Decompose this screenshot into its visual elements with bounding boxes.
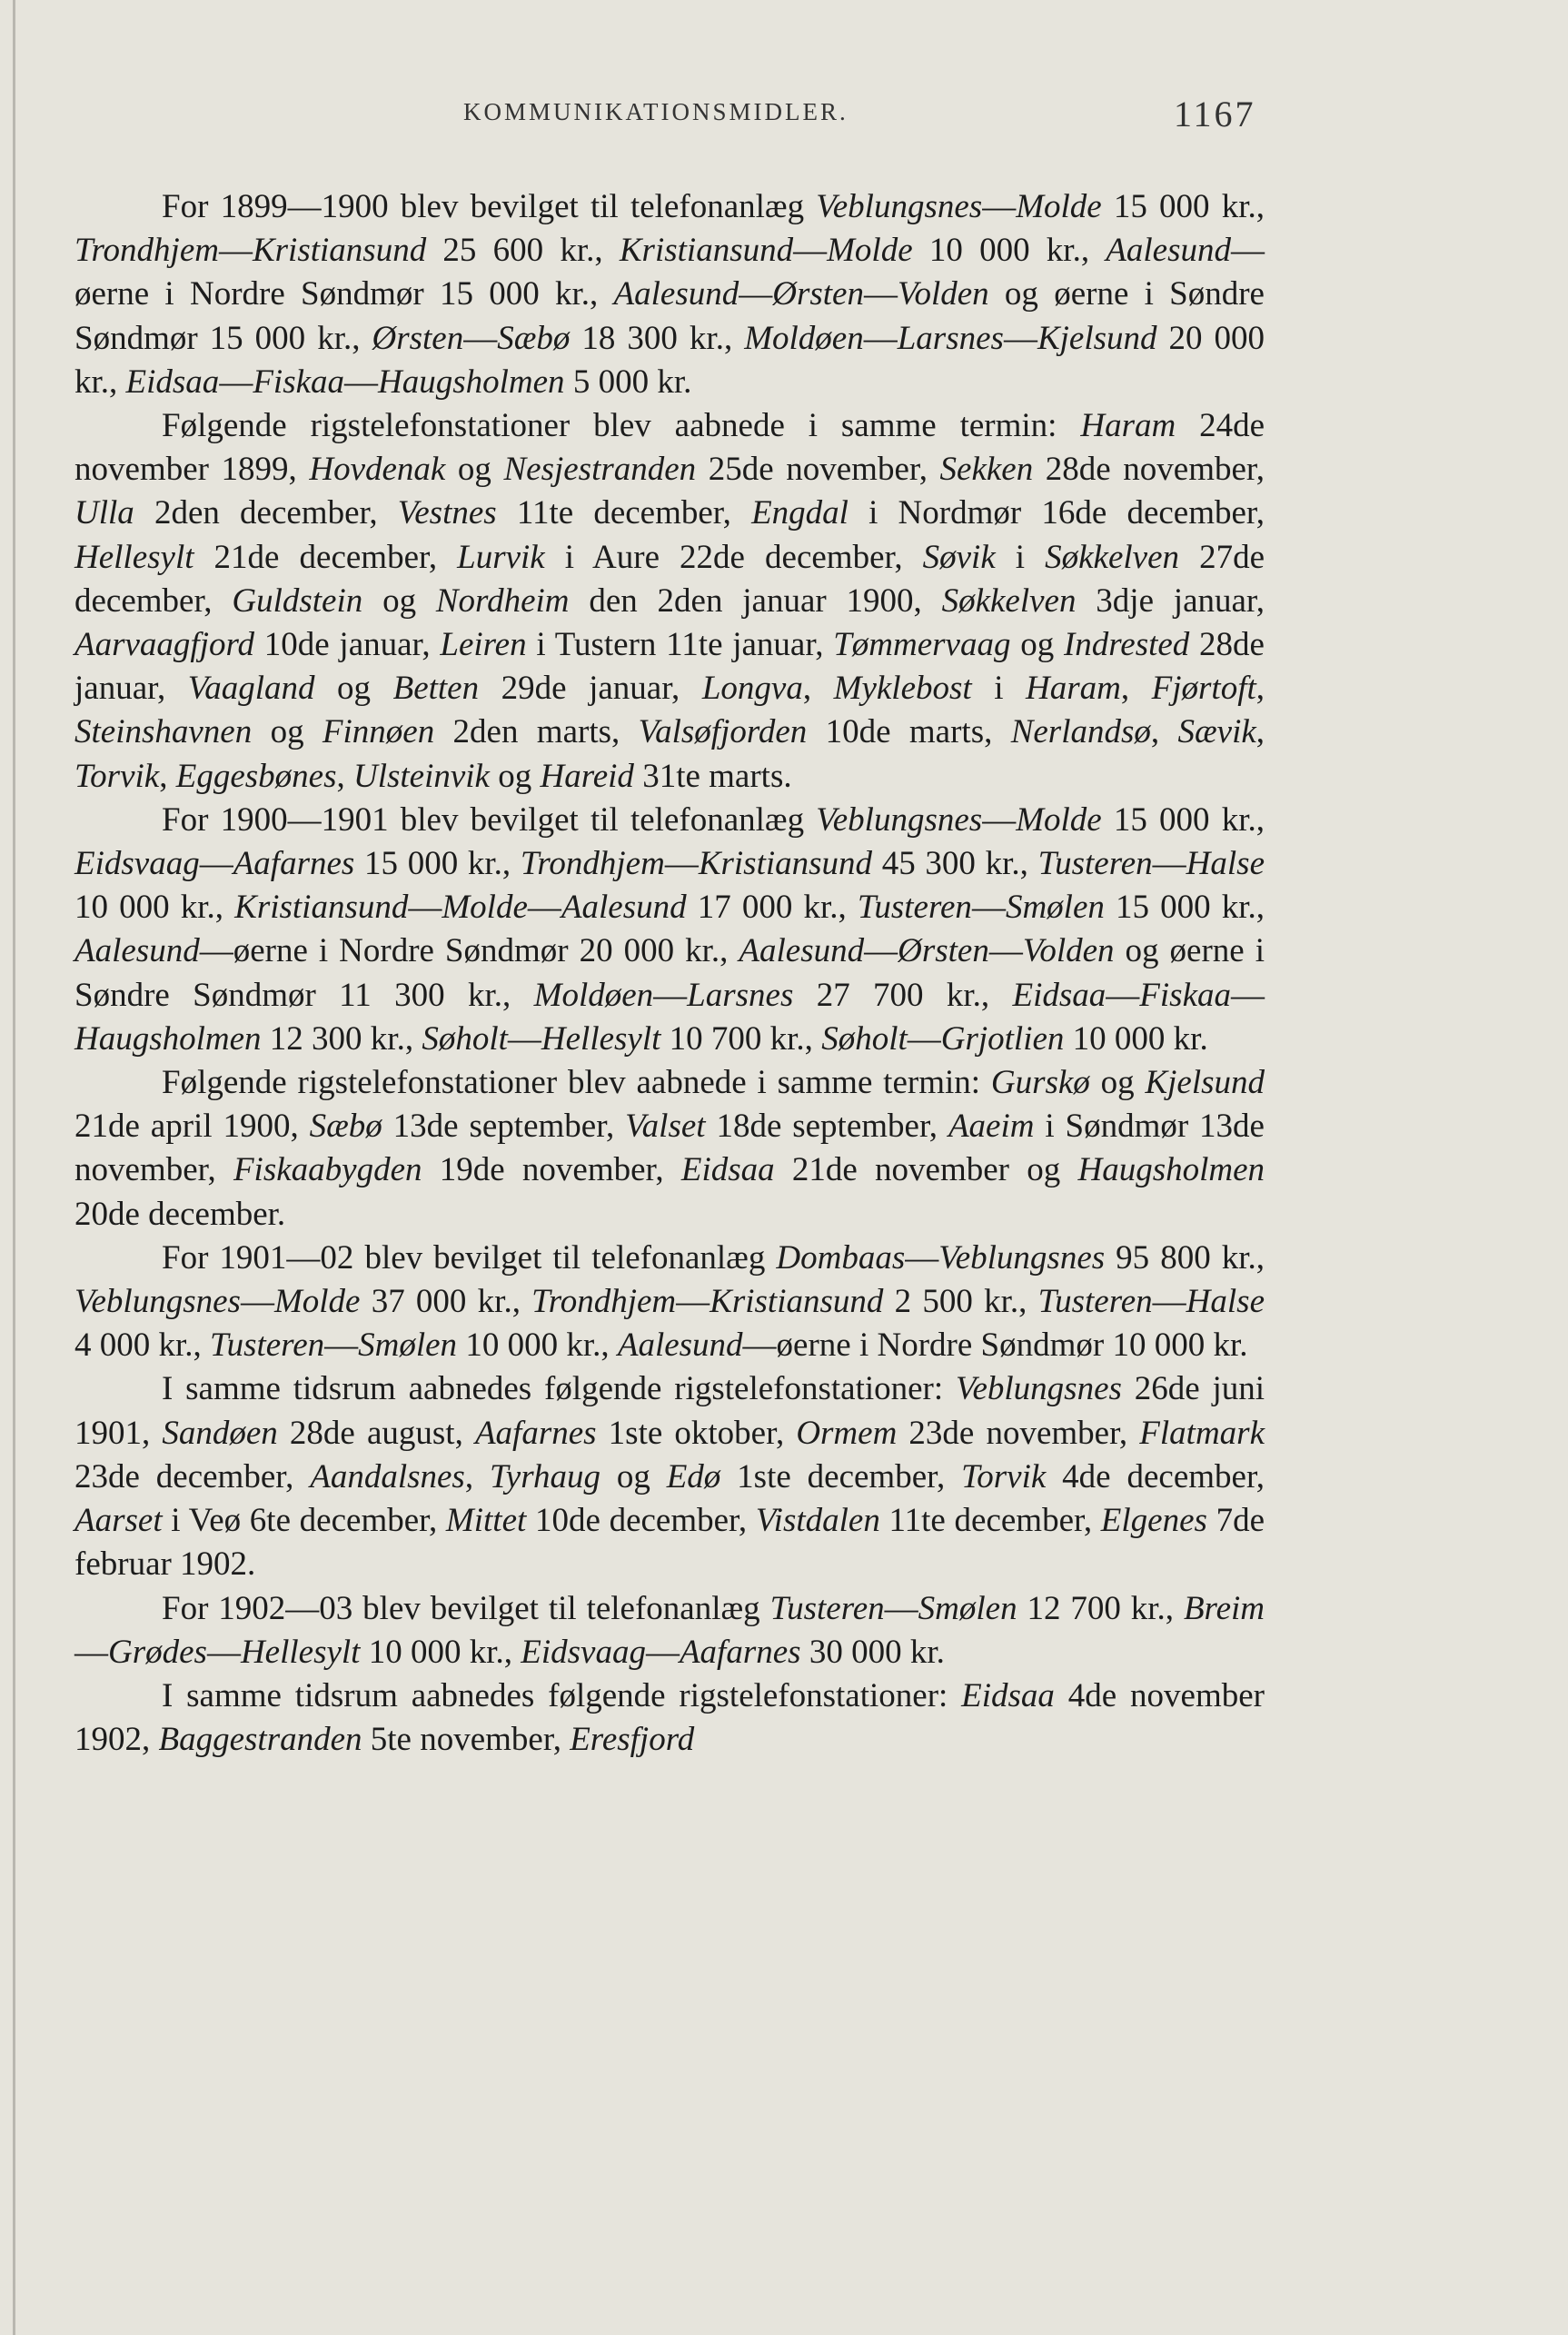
place-name: Ulla: [74, 494, 134, 532]
place-name: Molde: [273, 1283, 361, 1321]
paragraph: Følgende rigstelefonstationer blev aabnede i samme termin: Gurskø og Kjelsund 21de april 1900, Sæbø 13de september, Valset 18de september, Aaeim i Søndmør 13de november, Fiskaabygden 19de november, Eidsaa 21de november og Haugsholmen 20de december.: [74, 1064, 1265, 1233]
place-name: Tusteren: [769, 1589, 885, 1627]
place-name: Grødes: [108, 1633, 207, 1671]
place-name: Ørsten: [772, 275, 864, 313]
place-name: Sekken: [939, 451, 1034, 489]
place-name: Lurvik: [457, 538, 545, 576]
place-name: Mittet: [445, 1502, 527, 1540]
place-name: Baggestranden: [158, 1721, 362, 1759]
place-name: Ørsten: [898, 932, 989, 970]
place-name: Nerlandsø: [1010, 713, 1151, 751]
place-name: Edø: [666, 1457, 721, 1495]
place-name: Molde: [1016, 800, 1102, 839]
place-name: Hellesylt: [74, 538, 194, 576]
place-name: Flatmark: [1139, 1414, 1265, 1452]
place-name: Ørsten: [372, 319, 464, 357]
page-header: [0, 94, 1568, 144]
place-name: Veblungsnes: [74, 1283, 241, 1321]
paragraph: For 1902—03 blev bevilget til telefonanlæg Tusteren—Smølen 12 700 kr., Breim—Grødes—Hellesylt 10 000 kr., Eidsvaag—Aafarnes 30 000 kr.: [74, 1589, 1265, 1671]
place-name: Aalesund: [617, 1326, 743, 1365]
place-name: Haugsholmen: [378, 363, 565, 401]
place-name: Gurskø: [990, 1064, 1090, 1102]
place-name: Breim: [1183, 1589, 1265, 1627]
place-name: Trondhjem: [520, 845, 665, 883]
place-name: Halse: [1186, 1283, 1265, 1321]
place-name: Kristiansund: [698, 845, 873, 883]
place-name: Halse: [1186, 845, 1265, 883]
place-name: Kristiansund: [234, 889, 409, 927]
place-name: Tusteren: [210, 1326, 325, 1365]
place-name: Volden: [897, 275, 989, 313]
place-name: Kjelsund: [1145, 1064, 1265, 1102]
place-name: Smølen: [358, 1326, 458, 1365]
place-name: Haram: [1026, 670, 1121, 708]
place-name: Hellesylt: [541, 1019, 661, 1058]
place-name: Veblungsnes: [816, 188, 983, 225]
place-name: Eidsaa: [961, 1676, 1055, 1714]
paragraph: I samme tidsrum aabnedes følgende rigstelefonstationer: Veblungsnes 26de juni 1901, Sandøen 28de august, Aafarnes 1ste oktober, Ormem 23de november, Flatmark 23de december, Aandalsnes, Tyrhaug og Edø 1ste december, Torvik 4de december, Aarset i Veø 6te december, Mittet 10de december, Vistdalen 11te december, Elgenes 7de februar 1902.: [74, 1370, 1265, 1584]
place-name: Larsnes: [897, 319, 1004, 357]
place-name: Engdal: [751, 494, 849, 532]
place-name: Søkkelven: [1045, 538, 1180, 576]
place-name: Aandalsnes: [310, 1457, 465, 1495]
place-name: Tusteren: [1037, 845, 1153, 883]
place-name: Aalesund: [613, 275, 739, 313]
place-name: Hovdenak: [309, 451, 446, 489]
place-name: Hellesylt: [240, 1633, 361, 1671]
place-name: Larsnes: [687, 976, 794, 1014]
place-name: Hareid: [540, 757, 634, 795]
place-name: Søholt: [422, 1019, 508, 1058]
place-name: Smølen: [918, 1589, 1017, 1627]
place-name: Aafarnes: [474, 1414, 597, 1452]
place-name: Leiren: [440, 626, 527, 664]
place-name: Guldstein: [232, 581, 363, 620]
place-name: Elgenes: [1100, 1502, 1207, 1540]
place-name: Aalesund: [739, 932, 865, 970]
place-name: Volden: [1022, 932, 1115, 970]
place-name: Sæbø: [497, 319, 571, 357]
place-name: Eggesbønes: [175, 757, 337, 795]
place-name: Haugsholmen: [1077, 1151, 1265, 1189]
place-name: Moldøen: [744, 319, 864, 357]
place-name: Nesjestranden: [503, 451, 697, 489]
place-name: Molde: [1016, 188, 1102, 225]
place-name: Eresfjord: [570, 1721, 695, 1759]
place-name: Longva: [701, 670, 803, 708]
place-name: Grjotlien: [940, 1019, 1065, 1058]
place-name: Aalesund: [74, 932, 200, 970]
place-name: Veblungsnes: [816, 800, 983, 839]
place-name: Fiskaa: [253, 363, 345, 401]
place-name: Indrested: [1063, 626, 1190, 664]
place-name: Haram: [1080, 407, 1176, 445]
place-name: Aafarnes: [233, 845, 355, 883]
place-name: Torvik: [961, 1457, 1047, 1495]
place-name: Valsøfjorden: [638, 713, 808, 751]
place-name: Eidsaa: [680, 1151, 775, 1189]
place-name: Ormem: [796, 1414, 898, 1452]
place-name: Valset: [625, 1108, 706, 1146]
place-name: Veblungsnes: [938, 1238, 1106, 1277]
place-name: Myklebost: [833, 670, 972, 708]
place-name: Fjørtoft: [1151, 670, 1256, 708]
place-name: Kristiansund: [619, 232, 794, 270]
paragraph: For 1901—02 blev bevilget til telefonanlæg Dombaas—Veblungsnes 95 800 kr., Veblungsnes—Molde 37 000 kr., Trondhjem—Kristiansund 2 500 kr., Tusteren—Halse 4 000 kr., Tusteren—Smølen 10 000 kr., Aalesund—øerne i Nordre Søndmør 10 000 kr.: [74, 1238, 1265, 1365]
paragraph: For 1900—1901 blev bevilget til telefonanlæg Veblungsnes—Molde 15 000 kr., Eidsvaag—Aafarnes 15 000 kr., Trondhjem—Kristiansund 45 300 kr., Tusteren—Halse 10 000 kr., Kristiansund—Molde—Aalesund 17 000 kr., Tusteren—Smølen 15 000 kr., Aalesund—øerne i Nordre Søndmør 20 000 kr., Aalesund—Ørsten—Volden og øerne i Søndre Søndmør 11 300 kr., Moldøen—Larsnes 27 700 kr., Eidsaa—Fiskaa—Haugsholmen 12 300 kr., Søholt—Hellesylt 10 700 kr., Søholt—Grjotlien 10 000 kr.: [74, 800, 1265, 1058]
place-name: Betten: [392, 670, 480, 708]
place-name: Haugsholmen: [74, 1019, 262, 1058]
place-name: Aarvaagfjord: [74, 626, 255, 664]
place-name: Molde: [827, 232, 913, 270]
place-name: Sæbø: [309, 1108, 382, 1146]
place-name: Sandøen: [162, 1414, 278, 1452]
paragraph: For 1899—1900 blev bevilget til telefonanlæg Veblungsnes—Molde 15 000 kr., Trondhjem—Kristiansund 25 600 kr., Kristiansund—Molde 10 000 kr., Aalesund—øerne i Nordre Søndmør 15 000 kr., Aalesund—Ørsten—Volden og øerne i Søndre Søndmør 15 000 kr., Ørsten—Sæbø 18 300 kr., Moldøen—Larsnes—Kjelsund 20 000 kr., Eidsaa—Fiskaa—Haugsholmen 5 000 kr.: [74, 188, 1265, 401]
place-name: Finnøen: [322, 713, 435, 751]
place-name: Trondhjem: [531, 1283, 677, 1321]
place-name: Steinshavnen: [74, 713, 253, 751]
place-name: Molde: [442, 889, 528, 927]
place-name: Eidsaa: [125, 363, 220, 401]
place-name: Kjelsund: [1037, 319, 1157, 357]
place-name: Eidsvaag: [74, 845, 200, 883]
place-name: Søkkelven: [941, 581, 1077, 620]
place-name: Eidsvaag: [521, 1633, 646, 1671]
place-name: Tømmervaag: [833, 626, 1011, 664]
place-name: Smølen: [1005, 889, 1105, 927]
place-name: Vestnes: [397, 494, 497, 532]
place-name: Kristiansund: [710, 1283, 884, 1321]
place-name: Aaeim: [948, 1108, 1035, 1146]
place-name: Fiskaabygden: [233, 1151, 422, 1189]
running-head: KOMMUNIKATIONSMIDLER.: [463, 98, 849, 125]
place-name: Veblungsnes: [955, 1370, 1122, 1408]
place-name: Tusteren: [857, 889, 972, 927]
place-name: Tyrhaug: [489, 1457, 600, 1495]
place-name: Kristiansund: [252, 232, 427, 270]
place-name: Vistdalen: [755, 1502, 880, 1540]
place-name: Torvik: [74, 757, 160, 795]
place-name: Aafarnes: [679, 1633, 801, 1671]
place-name: Trondhjem: [74, 232, 219, 270]
place-name: Tusteren: [1037, 1283, 1153, 1321]
place-name: Moldøen: [533, 976, 654, 1014]
place-name: Aalesund: [561, 889, 687, 927]
paragraph: I samme tidsrum aabnedes følgende rigstelefonstationer: Eidsaa 4de november 1902, Baggestranden 5te november, Eresfjord: [74, 1676, 1265, 1759]
page-number: 1167: [1174, 94, 1256, 134]
place-name: Aarset: [74, 1502, 163, 1540]
place-name: Eidsaa: [1012, 976, 1107, 1014]
paragraph: Følgende rigstelefonstationer blev aabnede i samme termin: Haram 24de november 1899, Hovdenak og Nesjestranden 25de november, Sekken 28de november, Ulla 2den december, Vestnes 11te december, Engdal i Nordmør 16de december, Hellesylt 21de december, Lurvik i Aure 22de december, Søvik i Søkkelven 27de december, Guldstein og Nordheim den 2den januar 1900, Søkkelven 3dje januar, Aarvaagfjord 10de januar, Leiren i Tustern 11te januar, Tømmervaag og Indrested 28de januar, Vaagland og Betten 29de januar, Longva, Myklebost i Haram, Fjørtoft, Steinshavnen og Finnøen 2den marts, Valsøfjorden 10de marts, Nerlandsø, Sævik, Torvik, Eggesbønes, Ulsteinvik og Hareid 31te marts.: [74, 407, 1265, 795]
place-name: Fiskaa: [1139, 976, 1231, 1014]
body-text: [74, 185, 1265, 1762]
place-name: Ulsteinvik: [352, 757, 490, 795]
place-name: Aalesund: [1106, 232, 1231, 270]
page-edge: [13, 0, 15, 2335]
place-name: Sævik: [1177, 713, 1256, 751]
place-name: Nordheim: [435, 581, 570, 620]
place-name: Dombaas: [776, 1238, 906, 1277]
place-name: Søvik: [922, 538, 996, 576]
place-name: Søholt: [821, 1019, 908, 1058]
place-name: Vaagland: [187, 670, 315, 708]
